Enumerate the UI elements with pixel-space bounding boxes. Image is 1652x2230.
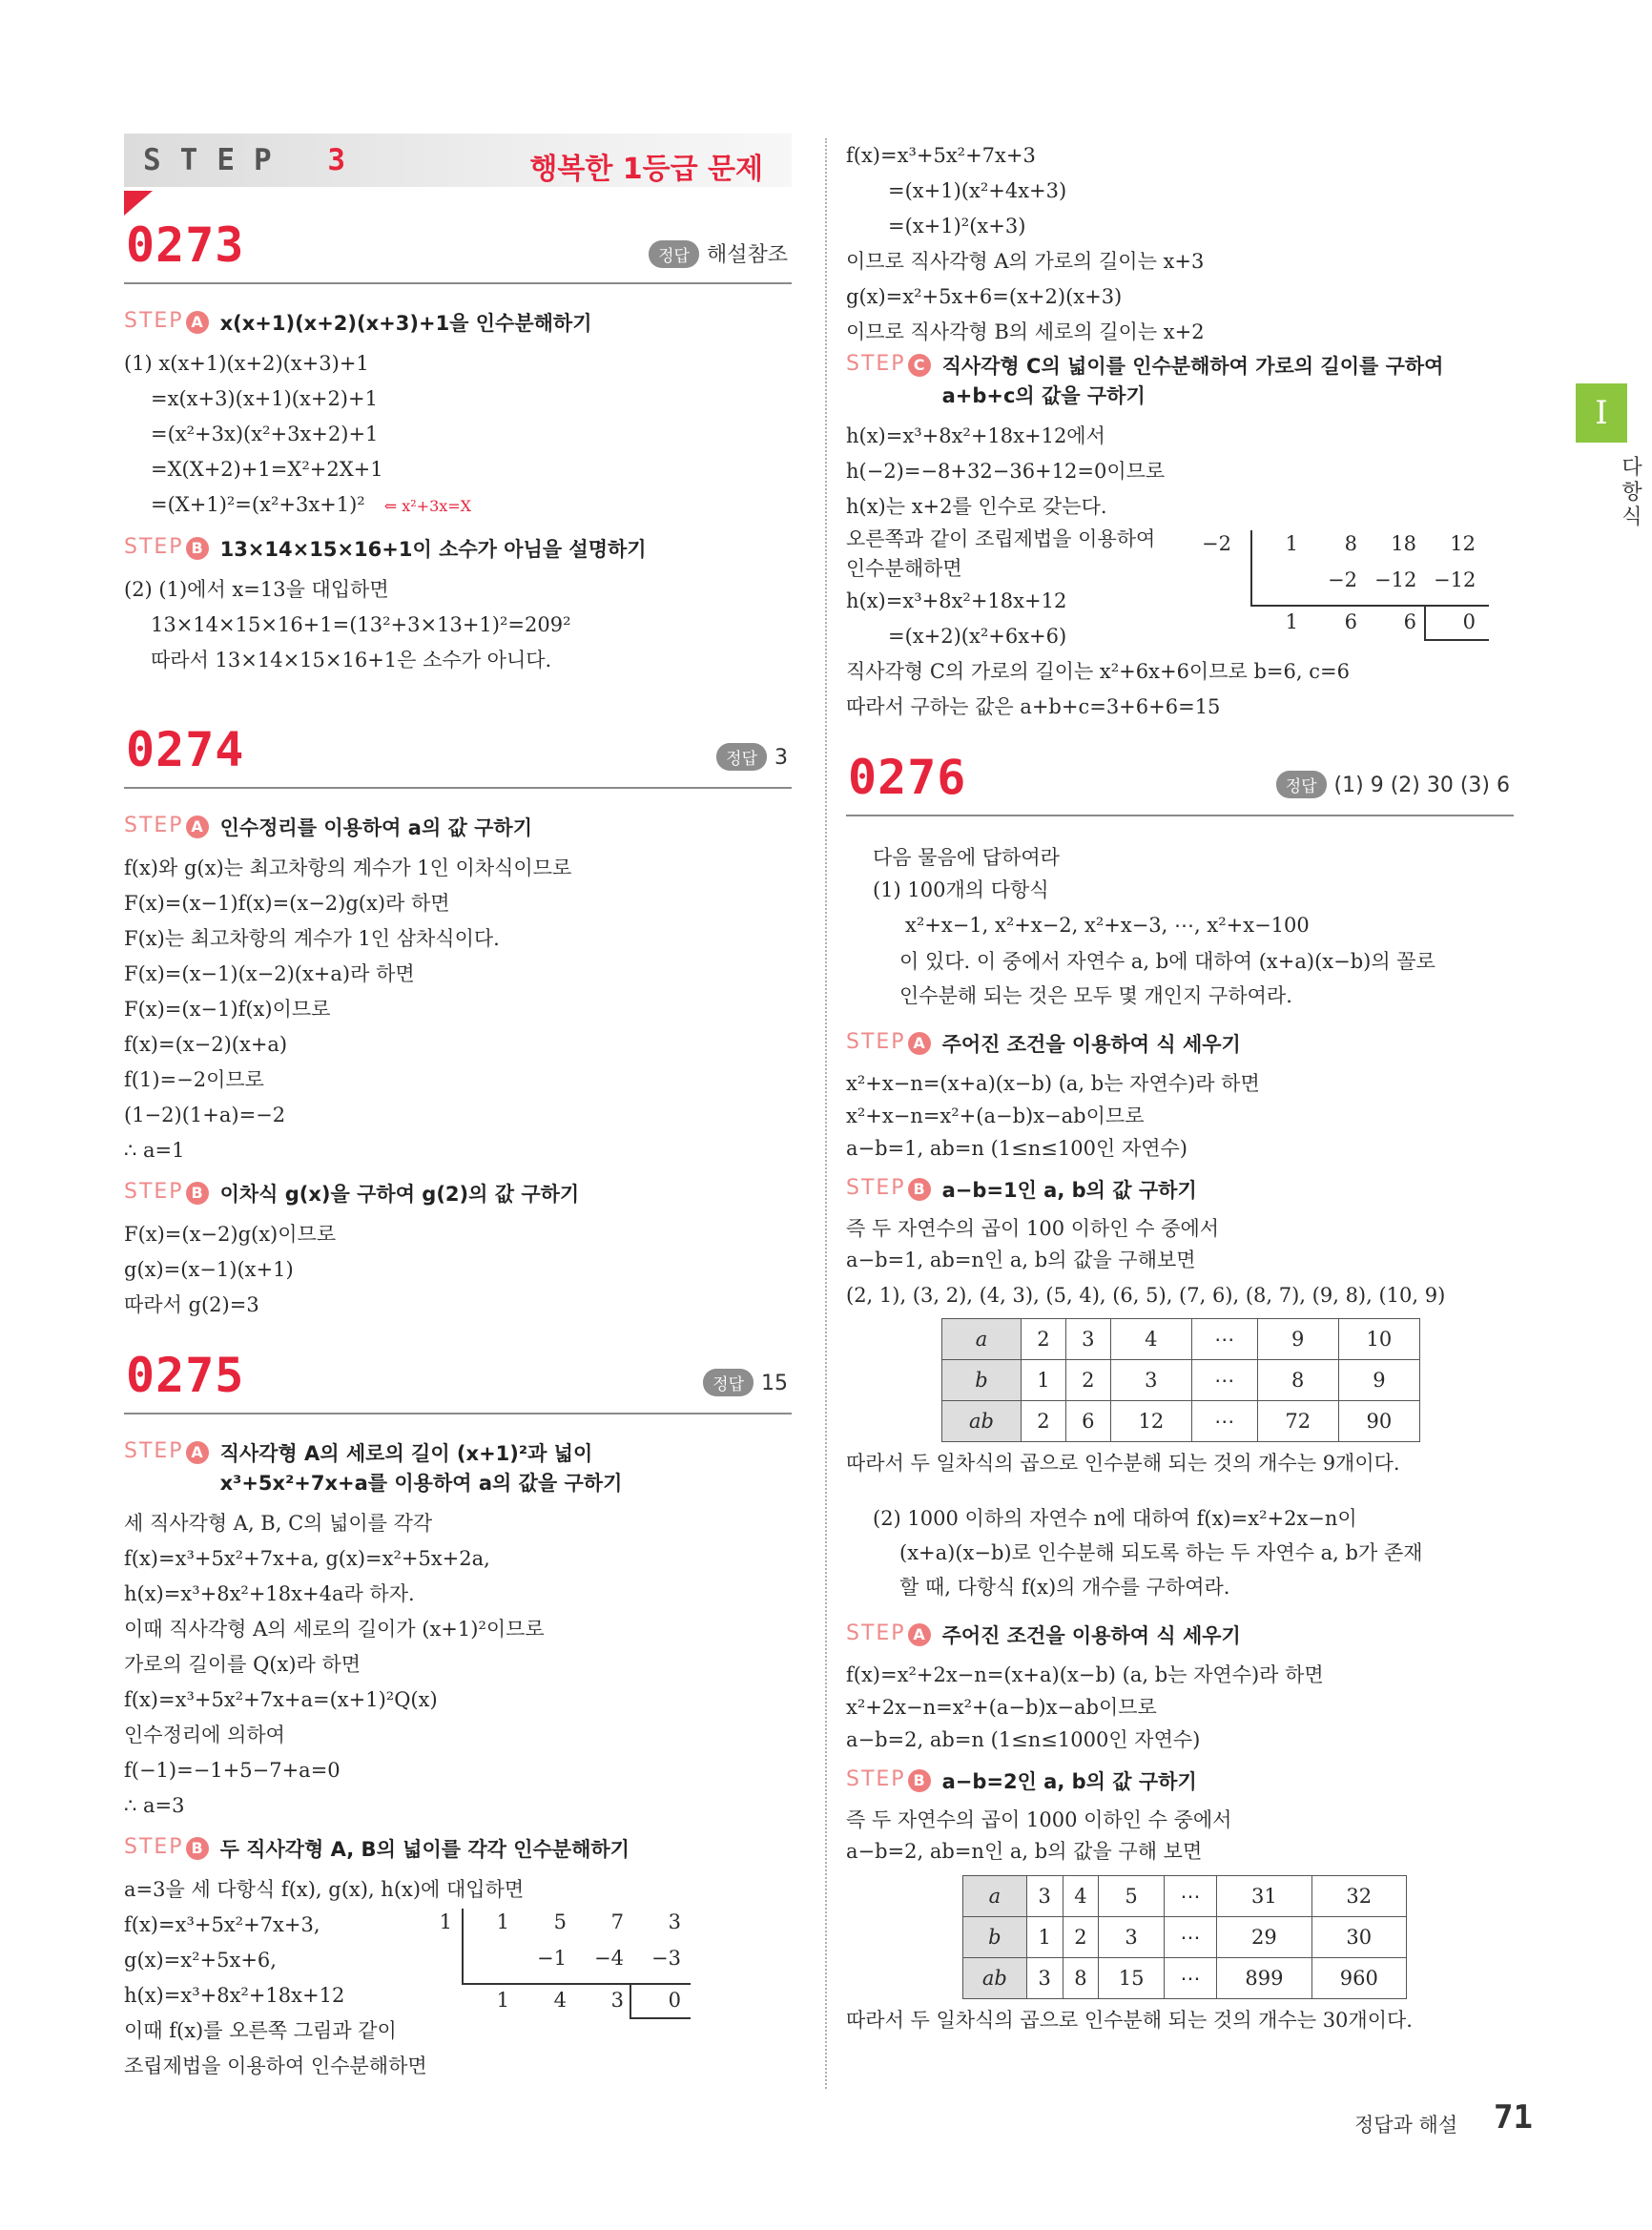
step-a (124, 309, 792, 339)
question-line: (1) 100개의 다항식 (873, 878, 1049, 901)
answer: 정답 15 (703, 1369, 788, 1396)
section-title: 행복한 1등급 문제 (529, 153, 763, 186)
answer-badge: 정답 (703, 1369, 754, 1396)
solution-line: g(x)=x²+5x+6, (124, 1949, 277, 1972)
solution-line: 즉 두 자연수의 곱이 100 이하인 수 중에서 (846, 1217, 1220, 1240)
step-title: 주어진 조건을 이용하여 식 세우기 (941, 1033, 1241, 1056)
table-cell: 90 (1338, 1401, 1419, 1442)
step-tag: STEP A (846, 1030, 931, 1055)
solution-line: (2) (1)에서 x=13을 대입하면 (124, 578, 389, 601)
table-cell: 5 (1099, 1876, 1165, 1917)
step-title: a−b=2인 a, b의 값 구하기 (941, 1770, 1197, 1793)
conclusion-line: 따라서 두 일차식의 곱으로 인수분해 되는 것의 개수는 30개이다. (846, 2009, 1413, 2032)
chapter-tab: I (1576, 383, 1627, 443)
solution-line: =(x+1)²(x+3) (888, 215, 1026, 237)
right-column (846, 138, 1514, 2041)
synth-cell: 12 (1450, 532, 1476, 555)
table-cell: 3 (1065, 1319, 1110, 1360)
synth-cell: 6 (1403, 610, 1416, 633)
problem-0275-continued (846, 138, 1514, 725)
solution-line: x²+2x−n=x²+(a−b)x−ab이므로 (846, 1696, 1157, 1719)
table-cell: 30 (1311, 1917, 1406, 1958)
table-cell: ⋯ (1191, 1360, 1257, 1401)
question-line: 인수분해 되는 것은 모두 몇 개인지 구하여라. (899, 984, 1292, 1007)
synth-remainder: 0 (1462, 610, 1476, 633)
synth-cell: −1 (537, 1947, 567, 1970)
table-cell: 960 (1311, 1958, 1406, 1999)
table-cell: ⋯ (1164, 1917, 1216, 1958)
step-tag: STEP A (124, 1439, 209, 1464)
synth-cell: 7 (610, 1910, 624, 1933)
synthetic-division (439, 1910, 696, 2025)
question-line: (2) 1000 이하의 자연수 n에 대하여 f(x)=x²+2x−n이 (873, 1507, 1357, 1530)
table-cell: ⋯ (1164, 1958, 1216, 1999)
table-row (963, 1876, 1407, 1917)
solution-line: h(x)=x³+8x²+18x+4a라 하자. (124, 1582, 415, 1605)
solution-line: F(x)=(x−2)g(x)이므로 (124, 1223, 337, 1246)
problem-header (846, 748, 1514, 816)
solution-line: =X(X+2)+1=X²+2X+1 (151, 458, 383, 481)
solution-line: f(x)=x³+5x²+7x+a, g(x)=x²+5x+2a, (124, 1547, 490, 1570)
question-line: 할 때, 다항식 f(x)의 개수를 구하여라. (899, 1576, 1230, 1599)
solution-line: 직사각형 C의 가로의 길이는 x²+6x+6이므로 b=6, c=6 (846, 660, 1350, 683)
synth-cell: 3 (610, 1989, 624, 2012)
table-cell: 32 (1311, 1876, 1406, 1917)
step-tag: STEP A (124, 309, 209, 334)
step3-label: STEP 3 (143, 143, 364, 177)
table-row (942, 1360, 1420, 1401)
problem-0273 (124, 216, 792, 678)
table-cell: 72 (1257, 1401, 1338, 1442)
table-cell: 3 (1099, 1917, 1165, 1958)
problem-number: 0273 (126, 217, 245, 273)
solution-line: h(x)=x³+8x²+18x+12 (124, 1984, 345, 2007)
table-cell: ⋯ (1191, 1319, 1257, 1360)
solution-line: (2, 1), (3, 2), (4, 3), (5, 4), (6, 5), (7, 6), (8, 7), (9, 8), (10, 9) (846, 1284, 1446, 1307)
step-a (124, 814, 792, 843)
answer-badge: 정답 (649, 240, 699, 268)
question-line: 이 있다. 이 중에서 자연수 a, b에 대하여 (x+a)(x−b)의 꼴로 (899, 950, 1435, 973)
solution-line: f(x)=x²+2x−n=(x+a)(x−b) (a, b는 자연수)라 하면 (846, 1663, 1324, 1686)
synth-cell: 1 (496, 1910, 509, 1933)
solution-line: =(x²+3x)(x²+3x+2)+1 (151, 423, 379, 445)
table-cell: 2 (1021, 1319, 1065, 1360)
step-c-side (846, 525, 1514, 654)
solution-line: f(x)=x³+5x²+7x+3, (124, 1913, 320, 1936)
table-cell: 8 (1257, 1360, 1338, 1401)
table-cell: 15 (1099, 1958, 1165, 1999)
table-row (963, 1917, 1407, 1958)
solution-line: =(x+2)(x²+6x+6) (888, 625, 1067, 648)
solution-line: =(x+1)(x²+4x+3) (888, 179, 1067, 202)
table-cell: 9 (1257, 1319, 1338, 1360)
solution-line: h(−2)=−8+32−36+12=0이므로 (846, 460, 1166, 483)
solution-line: 따라서 g(2)=3 (124, 1293, 259, 1316)
left-column (124, 134, 792, 2084)
synth-cell: −12 (1374, 568, 1417, 591)
problem-0276 (846, 748, 1514, 2041)
table-cell: 2 (1021, 1401, 1065, 1442)
solution-line: h(x)=x³+8x²+18x+12 (846, 589, 1067, 612)
synth-cell: −3 (651, 1947, 681, 1970)
solution-line: 조립제법을 이용하여 인수분해하면 (124, 2054, 427, 2077)
solution-line: 이때 f(x)를 오른쪽 그림과 같이 (124, 2019, 397, 2042)
table-cell: 899 (1217, 1958, 1311, 1999)
solution-line: f(1)=−2이므로 (124, 1068, 264, 1091)
solution-line: 따라서 13×14×15×16+1은 소수가 아니다. (151, 649, 552, 671)
solution-line: a=3을 세 다항식 f(x), g(x), h(x)에 대입하면 (124, 1878, 525, 1901)
step-b (124, 535, 792, 565)
step-a (846, 1030, 1514, 1060)
solution-line: 13×14×15×16+1=(13²+3×13+1)²=209² (151, 613, 571, 636)
step-title: a−b=1인 a, b의 값 구하기 (941, 1179, 1197, 1202)
table-row (942, 1401, 1420, 1442)
step-title: 두 직사각형 A, B의 넓이를 각각 인수분해하기 (219, 1838, 630, 1861)
remainder-box (630, 1983, 691, 2019)
table-header-cell: ab (942, 1401, 1022, 1442)
answer-badge: 정답 (1276, 771, 1327, 798)
solution-line: h(x)는 x+2를 인수로 갖는다. (846, 495, 1107, 518)
table-cell: 8 (1063, 1958, 1099, 1999)
solution-line: (1−2)(1+a)=−2 (124, 1104, 286, 1126)
synth-cell: 1 (1285, 610, 1298, 633)
step-b (846, 1767, 1514, 1797)
step-tag: STEP B (124, 1180, 209, 1205)
table-cell: ⋯ (1191, 1401, 1257, 1442)
step-a (124, 1439, 792, 1498)
solution-line: F(x)=(x−1)f(x)이므로 (124, 998, 331, 1021)
synth-vline (1250, 530, 1252, 605)
solution-line: x²+x−n=x²+(a−b)x−ab이므로 (846, 1105, 1145, 1127)
chapter-tab-label: 다항식 (1621, 456, 1642, 529)
question-line: x²+x−1, x²+x−2, x²+x−3, ⋯, x²+x−100 (905, 914, 1310, 937)
synth-divisor: 1 (439, 1910, 452, 1933)
table-cell: 10 (1338, 1319, 1419, 1360)
synth-remainder: 0 (668, 1989, 681, 2012)
question-line: (x+a)(x−b)로 인수분해 되도록 하는 두 자연수 a, b가 존재 (899, 1541, 1423, 1564)
solution-line: x²+x−n=(x+a)(x−b) (a, b는 자연수)라 하면 (846, 1072, 1260, 1095)
table-cell: 3 (1026, 1876, 1063, 1917)
solution-line: f(−1)=−1+5−7+a=0 (124, 1759, 341, 1782)
red-corner-marker (124, 191, 153, 216)
synth-cell: 6 (1344, 610, 1357, 633)
solution-line: =x(x+3)(x+1)(x+2)+1 (151, 387, 378, 410)
solution-line: 인수분해하면 (846, 557, 962, 580)
answer-badge: 정답 (716, 743, 767, 771)
problem-number: 0276 (848, 750, 967, 805)
table-row (942, 1319, 1420, 1360)
table-cell: 3 (1110, 1360, 1191, 1401)
solution-line: 이때 직사각형 A의 세로의 길이가 (x+1)²이므로 (124, 1618, 545, 1641)
step-tag: STEP B (846, 1767, 931, 1792)
step-b (124, 1180, 792, 1209)
substitution-note: ⇐ x²+3x=X (383, 497, 472, 515)
problem-header (124, 720, 792, 789)
step-b (124, 1835, 792, 1865)
solution-line: 이므로 직사각형 B의 세로의 길이는 x+2 (846, 320, 1205, 343)
solution-line: F(x)는 최고차항의 계수가 1인 삼차식이다. (124, 927, 500, 950)
table-header-cell: b (942, 1360, 1022, 1401)
synth-divisor: −2 (1202, 532, 1231, 555)
synth-cell: −4 (594, 1947, 624, 1970)
step-tag: STEP B (124, 1835, 209, 1860)
problem-header (124, 216, 792, 284)
table-header-cell: a (942, 1319, 1022, 1360)
solution-line: f(x)=(x−2)(x+a) (124, 1033, 288, 1056)
table-cell: 4 (1063, 1876, 1099, 1917)
table-cell: 6 (1065, 1401, 1110, 1442)
synth-cell: 3 (668, 1910, 681, 1933)
table-cell: 4 (1110, 1319, 1191, 1360)
step-b (846, 1176, 1514, 1206)
solution-line: a−b=2, ab=n인 a, b의 값을 구해 보면 (846, 1840, 1203, 1863)
table-cell: 3 (1026, 1958, 1063, 1999)
problem-0274 (124, 720, 792, 1323)
problem-header (124, 1346, 792, 1414)
remainder-box (1424, 605, 1489, 641)
ab-table-2 (962, 1875, 1407, 1999)
table-cell: 9 (1338, 1360, 1419, 1401)
ab-table-1 (941, 1318, 1420, 1442)
question-2 (846, 1501, 1514, 1604)
step-tag: STEP A (846, 1621, 931, 1646)
solution-line: 인수정리에 의하여 (124, 1724, 285, 1746)
step-tag: STEP C (846, 352, 931, 377)
step-tag: STEP B (846, 1176, 931, 1201)
step-tag: STEP A (124, 814, 209, 838)
step-title: 직사각형 C의 넓이를 인수분해하여 가로의 길이를 구하여 a+b+c의 값을 구하기 (941, 355, 1444, 407)
footer-label: 정답과 해설 (1354, 2114, 1458, 2137)
page-number: 71 (1494, 2098, 1533, 2137)
table-cell: 2 (1065, 1360, 1110, 1401)
solution-line: F(x)=(x−1)f(x)=(x−2)g(x)라 하면 (124, 892, 450, 915)
table-header-cell: ab (963, 1958, 1027, 1999)
table-cell: 2 (1063, 1917, 1099, 1958)
step-title: 인수정리를 이용하여 a의 값 구하기 (219, 816, 532, 839)
table-cell: 31 (1217, 1876, 1311, 1917)
step-c (846, 352, 1514, 411)
solution-line: a−b=2, ab=n (1≤n≤1000인 자연수) (846, 1728, 1201, 1751)
step3-banner (124, 134, 792, 187)
synth-cell: 1 (496, 1989, 509, 2012)
synthetic-division (1202, 532, 1504, 647)
table-header-cell: b (963, 1917, 1027, 1958)
problem-0275 (124, 1346, 792, 2084)
step-a (846, 1621, 1514, 1651)
conclusion-line: 따라서 두 일차식의 곱으로 인수분해 되는 것의 개수는 9개이다. (846, 1452, 1400, 1475)
solution-line: ∴ a=3 (124, 1794, 185, 1817)
synth-cell: 18 (1391, 532, 1416, 555)
question-line: 다음 물음에 답하여라 (873, 846, 1060, 869)
step-title: 13×14×15×16+1이 소수가 아님을 설명하기 (219, 538, 647, 561)
solution-line: f(x)=x³+5x²+7x+a=(x+1)²Q(x) (124, 1688, 438, 1711)
solution-line: 이므로 직사각형 A의 가로의 길이는 x+3 (846, 250, 1205, 273)
solution-line: g(x)=(x−1)(x+1) (124, 1258, 294, 1281)
table-row (963, 1958, 1407, 1999)
solution-line: (1) x(x+1)(x+2)(x+3)+1 (124, 352, 369, 375)
step-b-body (124, 1872, 792, 2084)
answer: 정답 3 (716, 743, 788, 771)
solution-line: F(x)=(x−1)(x−2)(x+a)라 하면 (124, 962, 415, 985)
solution-line: g(x)=x²+5x+6=(x+2)(x+3) (846, 285, 1123, 308)
table-cell: 12 (1110, 1401, 1191, 1442)
table-cell: 1 (1026, 1917, 1063, 1958)
solution-line: a−b=1, ab=n (1≤n≤100인 자연수) (846, 1137, 1187, 1160)
solution-line: a−b=1, ab=n인 a, b의 값을 구해보면 (846, 1249, 1196, 1271)
solution-line: 가로의 길이를 Q(x)라 하면 (124, 1653, 361, 1676)
solution-line: =(X+1)²=(x²+3x+1)² ⇐ x²+3x=X (151, 493, 472, 516)
step-tag: STEP B (124, 535, 209, 560)
synth-cell: −12 (1434, 568, 1476, 591)
solution-line: f(x)=x³+5x²+7x+3 (846, 144, 1036, 167)
problem-number: 0274 (126, 722, 245, 777)
answer: 정답 (1) 9 (2) 30 (3) 6 (1276, 771, 1510, 798)
synth-cell: 8 (1344, 532, 1357, 555)
problem-number: 0275 (126, 1348, 245, 1403)
solution-line: 즉 두 자연수의 곱이 1000 이하인 수 중에서 (846, 1808, 1232, 1831)
table-header-cell: a (963, 1876, 1027, 1917)
step-title: 직사각형 A의 세로의 길이 (x+1)²과 넓이 x³+5x²+7x+a를 이용하여 a의 값을 구하기 (219, 1442, 623, 1495)
table-cell: 1 (1021, 1360, 1065, 1401)
table-cell: 29 (1217, 1917, 1311, 1958)
synth-cell: 5 (553, 1910, 567, 1933)
step-title: 이차식 g(x)을 구하여 g(2)의 값 구하기 (219, 1183, 580, 1206)
solution-line: 따라서 구하는 값은 a+b+c=3+6+6=15 (846, 695, 1221, 718)
synth-vline (462, 1909, 464, 1983)
step-title: x(x+1)(x+2)(x+3)+1을 인수분해하기 (219, 312, 592, 335)
synth-cell: 1 (1285, 532, 1298, 555)
synth-cell: 4 (553, 1989, 567, 2012)
step-title: 주어진 조건을 이용하여 식 세우기 (941, 1624, 1241, 1647)
solution-line: 세 직사각형 A, B, C의 넓이를 각각 (124, 1512, 433, 1535)
answer: 정답 해설참조 (649, 238, 788, 268)
solution-line: ∴ a=1 (124, 1139, 185, 1162)
synth-cell: −2 (1328, 568, 1357, 591)
column-divider (825, 138, 827, 2089)
table-cell: ⋯ (1164, 1876, 1216, 1917)
solution-line: h(x)=x³+8x²+18x+12에서 (846, 424, 1105, 447)
solution-line: f(x)와 g(x)는 최고차항의 계수가 1인 이차식이므로 (124, 857, 572, 879)
solution-line: 오른쪽과 같이 조립제법을 이용하여 (846, 527, 1156, 550)
